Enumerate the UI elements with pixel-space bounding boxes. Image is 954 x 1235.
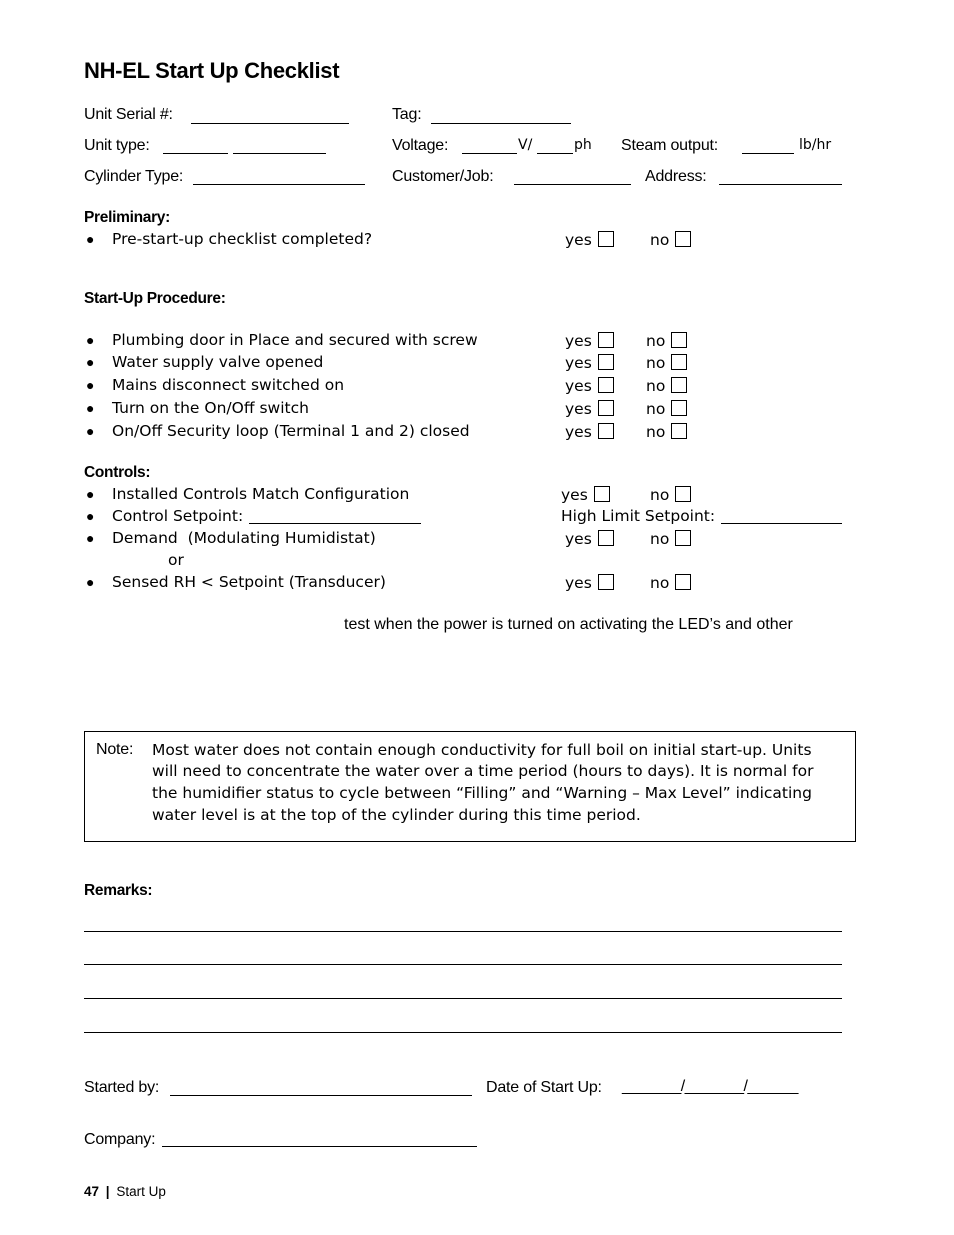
or-text: or: [168, 551, 184, 569]
no-checkbox[interactable]: [671, 332, 687, 348]
no-label: no: [646, 400, 666, 418]
note-line: Most water does not contain enough conductivity for full boil on initial start-up. Units: [152, 741, 812, 759]
remarks-line[interactable]: [84, 931, 842, 932]
no-label: no: [650, 486, 670, 504]
high-limit-setpoint-label: High Limit Setpoint:: [561, 507, 716, 525]
note-line: water level is at the top of the cylinder during this time period.: [152, 806, 641, 824]
yes-label: yes: [565, 332, 592, 350]
yes-label: yes: [561, 486, 588, 504]
bullet-icon: ●: [86, 332, 95, 348]
unit-type-field-1[interactable]: [163, 153, 228, 154]
no-checkbox[interactable]: [671, 400, 687, 416]
bullet-icon: ●: [86, 354, 95, 370]
controls-item-text: Sensed RH < Setpoint (Transducer): [112, 573, 386, 591]
bullet-icon: ●: [86, 231, 95, 247]
unit-type-label: Unit type:: [84, 137, 150, 154]
no-label: no: [646, 354, 666, 372]
bullet-icon: ●: [86, 423, 95, 439]
yes-label: yes: [565, 574, 592, 592]
page-number: 47: [84, 1184, 100, 1199]
yes-label: yes: [565, 231, 592, 249]
yes-checkbox[interactable]: [598, 377, 614, 393]
page-footer: [84, 1184, 166, 1199]
fragment-text: test when the power is turned on activating the LED’s and other: [344, 616, 793, 633]
yes-checkbox[interactable]: [598, 354, 614, 370]
yes-checkbox[interactable]: [598, 423, 614, 439]
startup-item-text: On/Off Security loop (Terminal 1 and 2) closed: [112, 422, 470, 440]
high-limit-setpoint-field[interactable]: [721, 523, 842, 524]
customer-job-label: Customer/Job:: [392, 168, 494, 185]
controls-item-text: Demand (Modulating Humidistat): [112, 529, 376, 547]
started-by-label: Started by:: [84, 1079, 160, 1096]
no-checkbox[interactable]: [671, 423, 687, 439]
no-checkbox[interactable]: [675, 486, 691, 502]
yes-label: yes: [565, 354, 592, 372]
no-checkbox[interactable]: [675, 574, 691, 590]
bullet-icon: ●: [86, 400, 95, 416]
controls-item-text: Installed Controls Match Configuration: [112, 485, 410, 503]
preliminary-item-text: Pre-start-up checklist completed?: [112, 230, 373, 248]
no-label: no: [650, 574, 670, 592]
no-checkbox[interactable]: [671, 354, 687, 370]
no-label: no: [650, 231, 670, 249]
customer-job-field[interactable]: [514, 184, 631, 185]
note-line: will need to concentrate the water over a time period (hours to days). It is normal for: [152, 762, 814, 780]
remarks-heading: Remarks:: [84, 882, 153, 899]
startup-item-text: Plumbing door in Place and secured with screw: [112, 331, 478, 349]
bullet-icon: ●: [86, 508, 95, 524]
phase-field[interactable]: [537, 153, 573, 154]
startup-heading: Start-Up Procedure:: [84, 290, 226, 307]
steam-output-label: Steam output:: [621, 137, 719, 154]
company-label: Company:: [84, 1131, 156, 1148]
tag-field[interactable]: [431, 123, 571, 124]
yes-label: yes: [565, 377, 592, 395]
steam-output-unit: lb/hr: [799, 137, 832, 153]
bullet-icon: ●: [86, 530, 95, 546]
yes-checkbox[interactable]: [598, 231, 614, 247]
voltage-label: Voltage:: [392, 137, 449, 154]
startup-item-text: Mains disconnect switched on: [112, 376, 345, 394]
startup-item-text: Turn on the On/Off switch: [112, 399, 309, 417]
yes-label: yes: [565, 400, 592, 418]
bullet-icon: ●: [86, 574, 95, 590]
no-label: no: [646, 423, 666, 441]
no-label: no: [646, 377, 666, 395]
no-checkbox[interactable]: [675, 530, 691, 546]
remarks-line[interactable]: [84, 964, 842, 965]
startup-item-text: Water supply valve opened: [112, 353, 324, 371]
controls-heading: Controls:: [84, 464, 151, 481]
no-checkbox[interactable]: [675, 231, 691, 247]
bullet-icon: ●: [86, 377, 95, 393]
address-field[interactable]: [719, 184, 842, 185]
remarks-line[interactable]: [84, 998, 842, 999]
steam-output-field[interactable]: [742, 153, 794, 154]
unit-serial-field[interactable]: [191, 123, 349, 124]
yes-label: yes: [565, 530, 592, 548]
voltage-v-unit: V/: [518, 137, 533, 153]
cylinder-type-label: Cylinder Type:: [84, 168, 184, 185]
note-line: the humidifier status to cycle between “Filling” and “Warning – Max Level” indicating: [152, 784, 812, 802]
bullet-icon: ●: [86, 486, 95, 502]
cylinder-type-field[interactable]: [193, 184, 365, 185]
yes-checkbox[interactable]: [598, 400, 614, 416]
remarks-line[interactable]: [84, 1032, 842, 1033]
footer-section: Start Up: [116, 1184, 166, 1199]
address-label: Address:: [645, 168, 707, 185]
footer-separator: |: [105, 1184, 110, 1199]
control-setpoint-label: Control Setpoint:: [112, 507, 244, 525]
started-by-field[interactable]: [170, 1095, 472, 1096]
note-label: Note:: [96, 741, 134, 758]
yes-checkbox[interactable]: [598, 332, 614, 348]
no-checkbox[interactable]: [671, 377, 687, 393]
page-title: NH-EL Start Up Checklist: [84, 58, 340, 83]
preliminary-heading: Preliminary:: [84, 209, 170, 226]
voltage-field[interactable]: [462, 153, 517, 154]
note-box: [84, 731, 856, 842]
control-setpoint-field[interactable]: [249, 523, 421, 524]
company-field[interactable]: [162, 1146, 477, 1147]
date-field[interactable]: _______/_______/______: [622, 1078, 798, 1095]
unit-serial-label: Unit Serial #:: [84, 106, 173, 123]
yes-checkbox[interactable]: [598, 574, 614, 590]
unit-type-field-2[interactable]: [233, 153, 326, 154]
no-label: no: [646, 332, 666, 350]
tag-label: Tag:: [392, 106, 422, 123]
yes-checkbox[interactable]: [598, 530, 614, 546]
yes-checkbox[interactable]: [594, 486, 610, 502]
yes-label: yes: [565, 423, 592, 441]
no-label: no: [650, 530, 670, 548]
phase-unit: ph: [574, 137, 592, 153]
date-of-startup-label: Date of Start Up:: [486, 1079, 602, 1096]
